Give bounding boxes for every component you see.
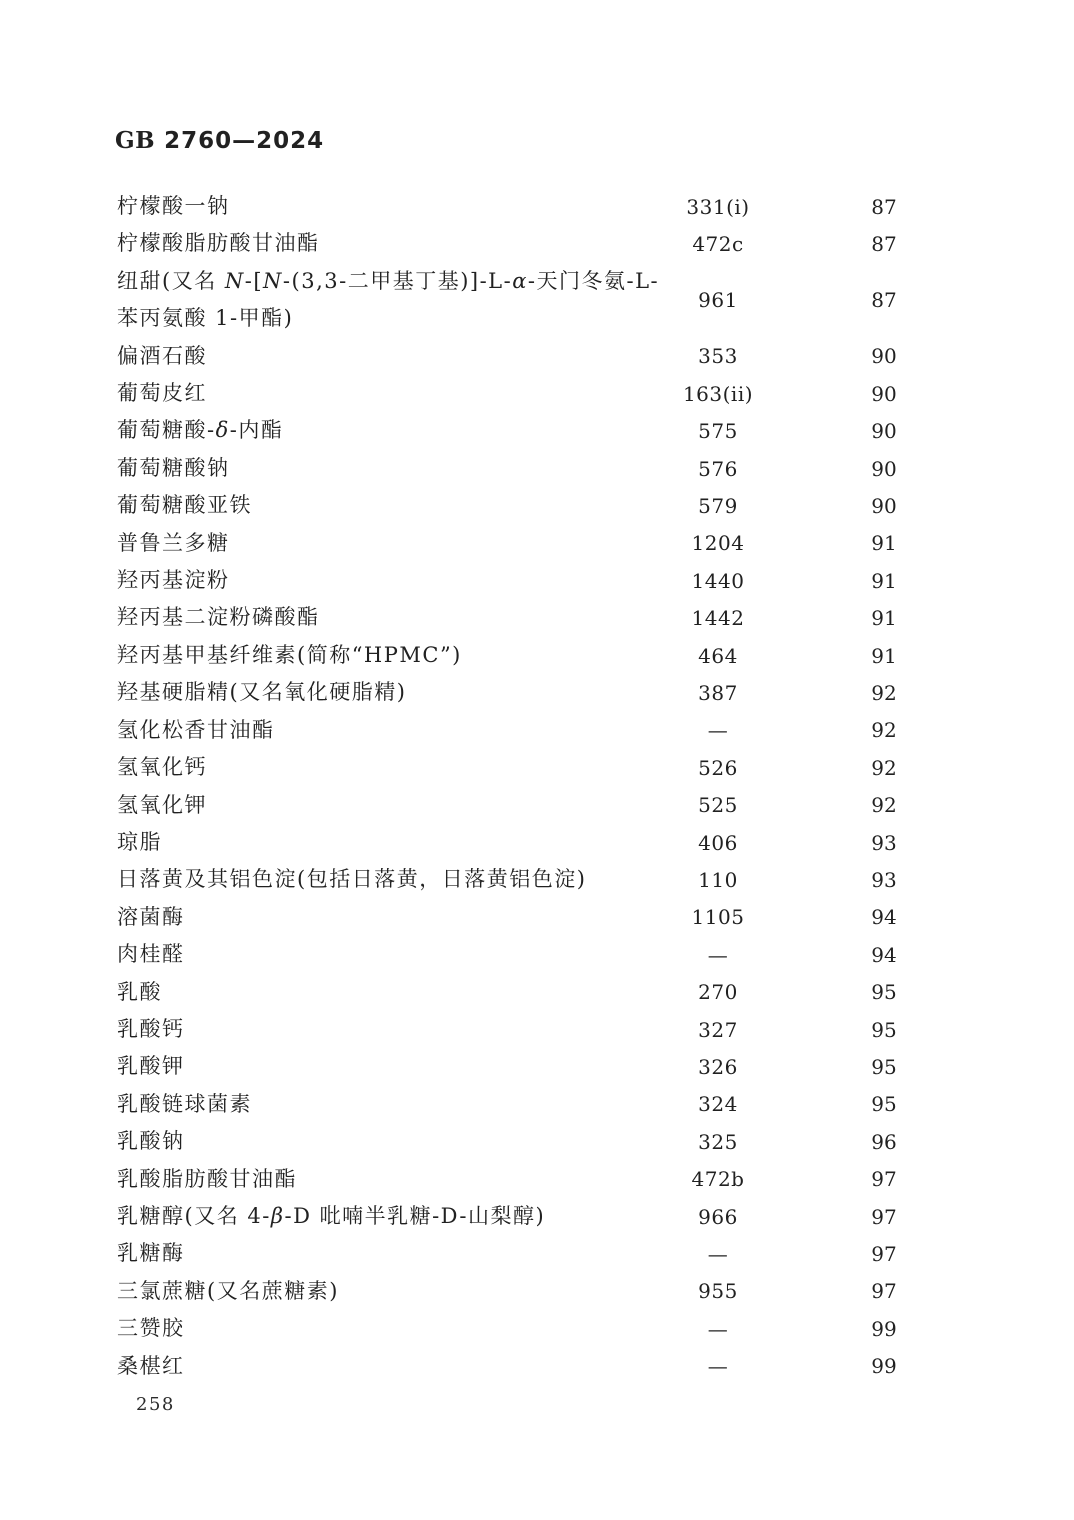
page-ref-cell: 97	[871, 1204, 897, 1229]
page-ref-cell: 91	[871, 568, 897, 593]
ins-number-cell: 575	[698, 419, 738, 444]
additive-name: 偏酒石酸	[117, 343, 207, 368]
page-ref-cell: 94	[871, 942, 897, 967]
table-row	[117, 1310, 1007, 1347]
additive-name: 三氯蔗糖(又名蔗糖素)	[117, 1278, 339, 1303]
page-number: 258	[136, 1394, 175, 1415]
page-ref-cell: 92	[871, 680, 897, 705]
additive-name: 葡萄皮红	[117, 381, 207, 406]
page-ref-cell: 99	[871, 1354, 897, 1379]
ins-number-cell: 163(ii)	[682, 381, 754, 406]
table-row	[117, 375, 1007, 412]
additive-name: 氢氧化钾	[117, 792, 207, 817]
ins-number-cell: 576	[698, 456, 738, 481]
additive-name: 羟丙基甲基纤维素(简称“HPMC”)	[117, 642, 462, 667]
page-ref-cell: 90	[871, 419, 897, 444]
additive-name: 葡萄糖酸亚铁	[117, 493, 252, 518]
page-ref-cell: 92	[871, 793, 897, 818]
standard-number: 2760—2024	[164, 128, 325, 154]
additive-name: 氢化松香甘油酯	[117, 717, 275, 742]
additive-name: 乳糖醇(又名 4-β-D 吡喃半乳糖-D-山梨醇)	[117, 1203, 546, 1228]
table-row	[117, 1048, 1007, 1085]
page-ref-cell: 95	[871, 1055, 897, 1080]
ins-number-cell: 1105	[691, 905, 745, 930]
table-row	[117, 412, 1007, 449]
ins-number-cell: 1204	[691, 531, 745, 556]
ins-number-cell: 387	[698, 680, 738, 705]
ins-number-cell: —	[707, 718, 729, 743]
page-ref-cell: 93	[871, 868, 897, 893]
standard-number-header	[115, 127, 324, 154]
page-ref-cell: 90	[871, 493, 897, 518]
ins-number-cell: 525	[698, 793, 738, 818]
table-row	[117, 674, 1007, 711]
additive-name: 普鲁兰多糖	[117, 530, 230, 555]
page-ref-cell: 96	[871, 1129, 897, 1154]
ins-number-cell: 331(i)	[686, 194, 750, 219]
page-ref-cell: 91	[871, 643, 897, 668]
ins-number-cell: 326	[698, 1055, 738, 1080]
table-row	[117, 599, 1007, 636]
additive-name: 乳酸	[117, 979, 162, 1004]
page-ref-cell: 97	[871, 1279, 897, 1304]
additive-name: 葡萄糖酸钠	[117, 455, 230, 480]
additive-index-table	[117, 188, 1007, 1385]
page-ref-cell: 87	[871, 232, 897, 257]
page-ref-cell: 92	[871, 718, 897, 743]
table-row	[117, 824, 1007, 861]
table-row	[117, 1123, 1007, 1160]
table-row	[117, 749, 1007, 786]
standard-prefix: GB	[115, 127, 156, 154]
table-row	[117, 1273, 1007, 1310]
table-row	[117, 712, 1007, 749]
table-row	[117, 787, 1007, 824]
page-ref-cell: 93	[871, 830, 897, 855]
table-row	[117, 1011, 1007, 1048]
ins-number-cell: 406	[698, 830, 738, 855]
additive-name: 柠檬酸一钠	[117, 194, 230, 218]
additive-name: 乳酸钙	[117, 1016, 185, 1041]
ins-number-cell: 961	[698, 288, 738, 313]
page-ref-cell: 91	[871, 606, 897, 631]
table-row	[117, 974, 1007, 1011]
ins-number-cell: —	[707, 942, 729, 967]
table-row	[117, 1198, 1007, 1235]
table-row	[117, 188, 1007, 225]
table-row	[117, 338, 1007, 375]
ins-number-cell: 325	[698, 1129, 738, 1154]
additive-name: 葡萄糖酸-δ-内酯	[117, 418, 284, 443]
ins-number-cell: 353	[698, 344, 738, 369]
ins-number-cell: 464	[698, 643, 738, 668]
additive-name: 肉桂醛	[117, 942, 185, 967]
table-row	[117, 562, 1007, 599]
additive-name: 羟丙基淀粉	[117, 568, 230, 593]
ins-number-cell: 1440	[691, 568, 745, 593]
table-row	[117, 899, 1007, 936]
additive-name: 乳酸脂肪酸甘油酯	[117, 1166, 297, 1191]
additive-name: 乳酸钠	[117, 1129, 185, 1154]
ins-number-cell: —	[707, 1354, 729, 1379]
table-row	[117, 1235, 1007, 1272]
page-ref-cell: 95	[871, 1017, 897, 1042]
table-row	[117, 1086, 1007, 1123]
additive-name: 琼脂	[117, 829, 162, 854]
page-ref-cell: 91	[871, 531, 897, 556]
additive-name: 纽甜(又名 N-[N-(3,3-二甲基丁基)]-L-α-天门冬氨-L-苯丙氨酸 1-甲酯)	[117, 268, 660, 331]
table-row	[117, 861, 1007, 898]
page-ref-cell: 94	[871, 905, 897, 930]
additive-name: 羟丙基二淀粉磷酸酯	[117, 605, 320, 630]
additive-name: 乳糖酶	[117, 1241, 185, 1266]
page-ref-cell: 87	[871, 288, 897, 313]
table-row	[117, 1161, 1007, 1198]
additive-name: 氢氧化钙	[117, 755, 207, 780]
page-ref-cell: 87	[871, 194, 897, 219]
page-ref-cell: 97	[871, 1242, 897, 1267]
table-row	[117, 263, 1007, 338]
ins-number-cell: 270	[698, 980, 738, 1005]
ins-number-cell: 472c	[692, 232, 744, 257]
additive-name: 乳酸钾	[117, 1054, 185, 1079]
table-row	[117, 936, 1007, 973]
ins-number-cell: 327	[698, 1017, 738, 1042]
ins-number-cell: 472b	[691, 1167, 745, 1192]
ins-number-cell: —	[707, 1242, 729, 1267]
additive-name: 乳酸链球菌素	[117, 1091, 252, 1116]
table-row	[117, 637, 1007, 674]
additive-name: 三赞胶	[117, 1316, 185, 1341]
page-ref-cell: 92	[871, 755, 897, 780]
table-row	[117, 225, 1007, 262]
additive-name: 桑椹红	[117, 1353, 185, 1378]
ins-number-cell: 1442	[691, 606, 745, 631]
ins-number-cell: —	[707, 1316, 729, 1341]
additive-name: 柠檬酸脂肪酸甘油酯	[117, 231, 320, 256]
page-ref-cell: 90	[871, 456, 897, 481]
ins-number-cell: 110	[698, 868, 738, 893]
page-ref-cell: 95	[871, 980, 897, 1005]
page-ref-cell: 90	[871, 344, 897, 369]
table-row	[117, 450, 1007, 487]
ins-number-cell: 955	[698, 1279, 738, 1304]
ins-number-cell: 966	[698, 1204, 738, 1229]
additive-name: 羟基硬脂精(又名氧化硬脂精)	[117, 680, 407, 705]
page-ref-cell: 95	[871, 1092, 897, 1117]
ins-number-cell: 579	[698, 493, 738, 518]
page-ref-cell: 99	[871, 1316, 897, 1341]
table-row	[117, 525, 1007, 562]
additive-name: 日落黄及其铝色淀(包括日落黄，日落黄铝色淀)	[117, 867, 587, 892]
page-ref-cell: 90	[871, 381, 897, 406]
additive-name: 溶菌酶	[117, 904, 185, 929]
ins-number-cell: 324	[698, 1092, 738, 1117]
ins-number-cell: 526	[698, 755, 738, 780]
table-row	[117, 1348, 1007, 1385]
page-ref-cell: 97	[871, 1167, 897, 1192]
table-row	[117, 487, 1007, 524]
